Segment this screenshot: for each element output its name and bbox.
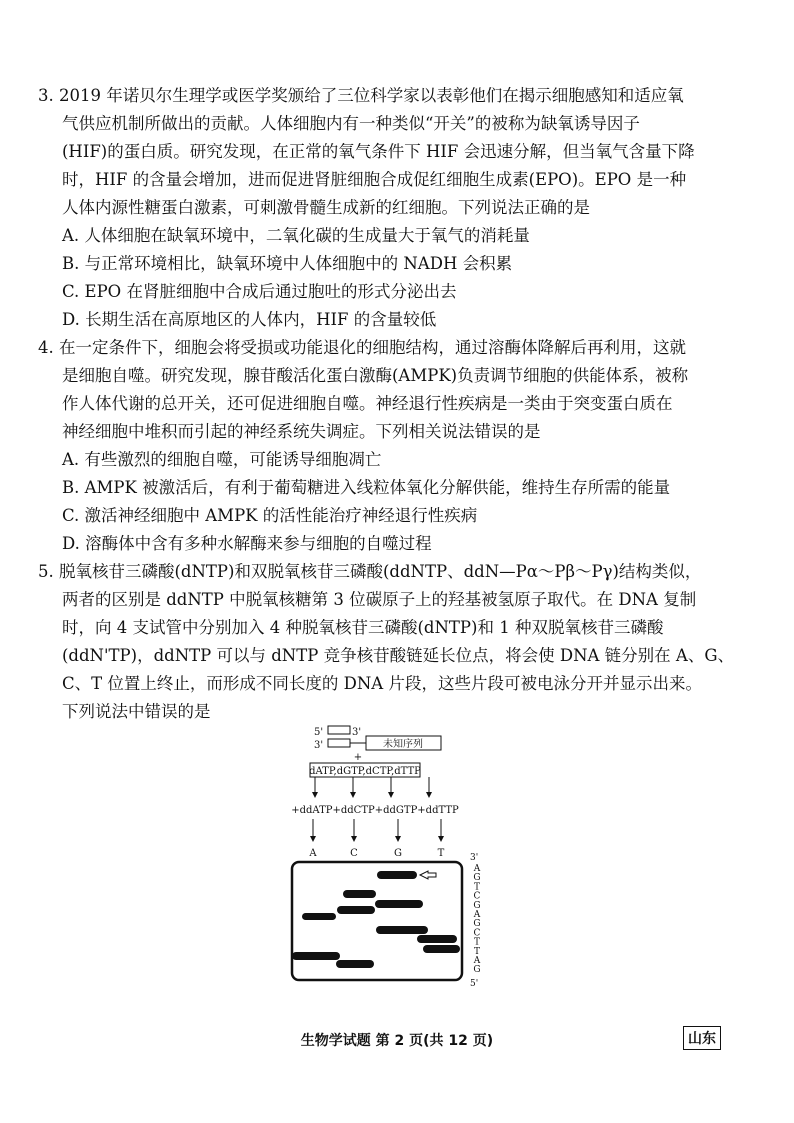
sequence-letter: A <box>473 910 481 920</box>
unknown-sequence-label: 未知序列 <box>383 739 423 750</box>
sequence-letter: G <box>473 919 481 930</box>
q3-stem-line-5: 人体内源性糖蛋白激素，可刺激骨髓生成新的红细胞。下列说法正确的是 <box>62 198 590 217</box>
page-footer: 生物学试题 第 2 页(共 12 页) <box>300 1033 494 1049</box>
q5-stem-line-5: C、T 位置上终止，而形成不同长度的 DNA 片段，这些片段可被电泳分开并显示出来。 <box>62 674 702 693</box>
q3-stem-line-2: 气供应机制所做出的贡献。人体细胞内有一种类似“开关”的被称为缺氧诱导因子 <box>62 114 640 133</box>
sequence-letter: T <box>473 946 481 957</box>
arrow-icon <box>420 871 436 879</box>
q4-option-d: D. 溶酶体中含有多种水解酶来参与细胞的自噬过程 <box>62 534 432 553</box>
sequence-letter: G <box>473 873 481 884</box>
gel-bands <box>292 871 460 968</box>
electrophoresis-gel <box>292 862 462 980</box>
q5-stem-line-2: 两者的区别是 ddNTP 中脱氧核糖第 3 位碳原子上的羟基被氢原子取代。在 DNA 复制 <box>62 590 697 609</box>
q3-option-d: D. 长期生活在高原地区的人体内，HIF 的含量较低 <box>62 310 437 329</box>
lane-label-a: A <box>309 848 317 859</box>
template-3-prime-label: 3' <box>314 740 324 751</box>
primer-5-prime-label: 5' <box>314 727 324 738</box>
q5-stem-line-6: 下列说法中错误的是 <box>62 702 211 721</box>
q5-stem-line-1: 5. 脱氧核苷三磷酸(dNTP)和双脱氧核苷三磷酸(ddNTP、ddN—Pα～Pβ～Pγ)结构类似， <box>38 562 702 581</box>
sanger-sequencing-diagram <box>280 720 510 990</box>
region-badge: 山东 <box>683 1026 721 1050</box>
lane-label-t: T <box>437 848 445 859</box>
ddntp-additions-label: +ddATP+ddCTP+ddGTP+ddTTP <box>291 805 459 816</box>
q3-stem-line-1: 3. 2019 年诺贝尔生理学或医学奖颁给了三位科学家以表彰他们在揭示细胞感知和适应氧 <box>38 86 684 105</box>
band-g-2 <box>375 900 423 908</box>
q4-stem-line-3: 作人体代谢的总开关，还可促进细胞自噬。神经退行性疾病是一类由于突变蛋白质在 <box>62 394 673 413</box>
q4-stem-line-1: 4. 在一定条件下，细胞会将受损或功能退化的细胞结构，通过溶酶体降解后再利用，这就 <box>38 338 686 357</box>
sequence-letter: C <box>473 891 481 902</box>
q4-option-c: C. 激活神经细胞中 AMPK 的活性能治疗神经退行性疾病 <box>62 506 478 525</box>
q4-option-b: B. AMPK 被激活后，有利于葡萄糖进入线粒体氧化分解供能，维持生存所需的能量 <box>62 478 671 497</box>
band-c-2 <box>337 906 375 914</box>
sequence-3-prime-label: 3' <box>470 853 479 863</box>
primer-3-prime-label: 3' <box>352 727 362 738</box>
sequence-letter: A <box>473 956 481 966</box>
lower-arrows <box>310 819 444 842</box>
band-c-3 <box>336 960 374 968</box>
band-g-3 <box>376 926 428 934</box>
band-t-2 <box>423 945 460 953</box>
sequence-5-prime-label: 5' <box>470 979 479 989</box>
q4-stem-line-4: 神经细胞中堆积而引起的神经系统失调症。下列相关说法错误的是 <box>62 422 541 441</box>
band-c-1 <box>343 890 376 898</box>
template-primer-region <box>328 739 350 747</box>
upper-arrows <box>312 777 432 798</box>
q5-stem-line-3: 时，向 4 支试管中分别加入 4 种脱氧核苷三磷酸(dNTP)和 1 种双脱氧核苷三磷酸 <box>62 618 664 637</box>
band-t-1 <box>417 935 457 943</box>
primer-strand <box>328 726 350 734</box>
q3-option-a: A. 人体细胞在缺氧环境中，二氧化碳的生成量大于氧气的消耗量 <box>62 226 530 245</box>
sequence-letter: A <box>473 864 481 874</box>
q4-stem-line-2: 是细胞自噬。研究发现，腺苷酸活化蛋白激酶(AMPK)负责调节细胞的供能体系，被称 <box>62 366 689 385</box>
sequence-letter: C <box>473 928 481 939</box>
q5-stem-line-4: (ddN'TP)，ddNTP 可以与 dNTP 竞争核苷酸链延长位点，将会使 DNA 链分别在 A、G、 <box>62 646 735 665</box>
q3-stem-line-3: (HIF)的蛋白质。研究发现，在正常的氧气条件下 HIF 会迅速分解，但当氧气含量下降 <box>62 142 695 161</box>
read-sequence <box>473 864 481 975</box>
q3-option-b: B. 与正常环境相比，缺氧环境中人体细胞中的 NADH 会积累 <box>62 254 513 273</box>
q4-option-a: A. 有些激烈的细胞自噬，可能诱导细胞凋亡 <box>62 450 382 469</box>
band-a-2 <box>292 952 340 960</box>
lane-label-c: C <box>350 848 358 859</box>
plus-sign: + <box>353 752 363 763</box>
dntp-mix-label: dATP,dGTP,dCTP,dTTP <box>309 766 421 777</box>
sequence-letter: T <box>473 882 481 893</box>
sequence-letter: T <box>473 937 481 948</box>
band-g-1 <box>377 871 417 879</box>
lane-label-g: G <box>394 848 402 859</box>
sequence-letter: G <box>473 965 481 976</box>
q3-option-c: C. EPO 在肾脏细胞中合成后通过胞吐的形式分泌出去 <box>62 282 457 301</box>
q3-stem-line-4: 时，HIF 的含量会增加，进而促进肾脏细胞合成促红细胞生成素(EPO)。EPO 是一种 <box>62 170 687 189</box>
band-a-1 <box>302 913 336 920</box>
sequence-letter: G <box>473 900 481 911</box>
